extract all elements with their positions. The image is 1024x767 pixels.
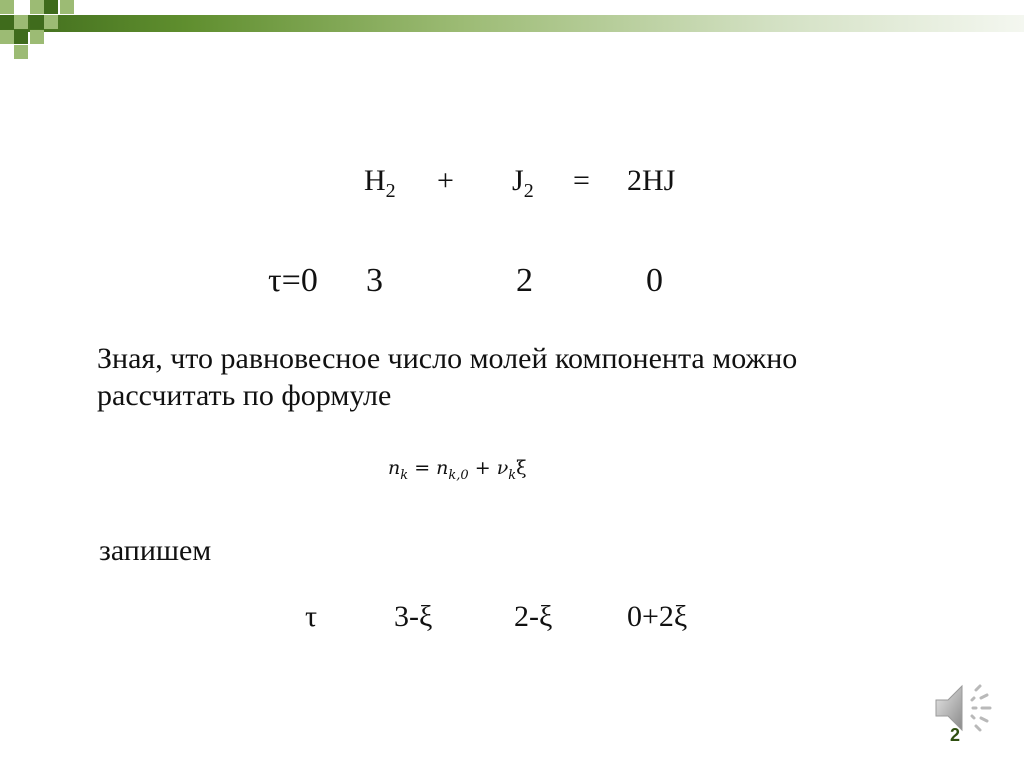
write-label: запишем — [99, 534, 212, 567]
initial-time-label: τ=0 — [268, 262, 318, 299]
equilibrium-time-label: τ — [305, 600, 318, 633]
equilibrium-value-hj: 0+2ξ — [627, 600, 688, 633]
species-2hj: 2HJ — [627, 164, 676, 197]
species-h2: $H_2$ — [364, 164, 396, 202]
slide-number: 2 — [950, 725, 961, 745]
equilibrium-formula: $n_k = n_{k,0} + \nu_k\xi$ — [388, 457, 527, 483]
equilibrium-value-j2: 2-ξ — [514, 600, 553, 633]
header-gradient-bar — [0, 15, 1024, 32]
species-j2: $J_2$ — [512, 164, 534, 202]
paragraph-line-2: рассчитать по формуле — [97, 379, 392, 412]
explanation-paragraph — [97, 340, 797, 414]
plus-sign: + — [437, 164, 454, 197]
equilibrium-value-h2: 3-ξ — [394, 600, 433, 633]
equals-sign: = — [573, 164, 590, 197]
initial-value-h2: 3 — [366, 262, 383, 299]
speaker-icon[interactable] — [932, 680, 996, 736]
paragraph-line-1: Зная, что равновесное число молей компонента можно — [97, 342, 798, 375]
initial-value-hj: 0 — [646, 262, 663, 299]
initial-value-j2: 2 — [516, 262, 533, 299]
